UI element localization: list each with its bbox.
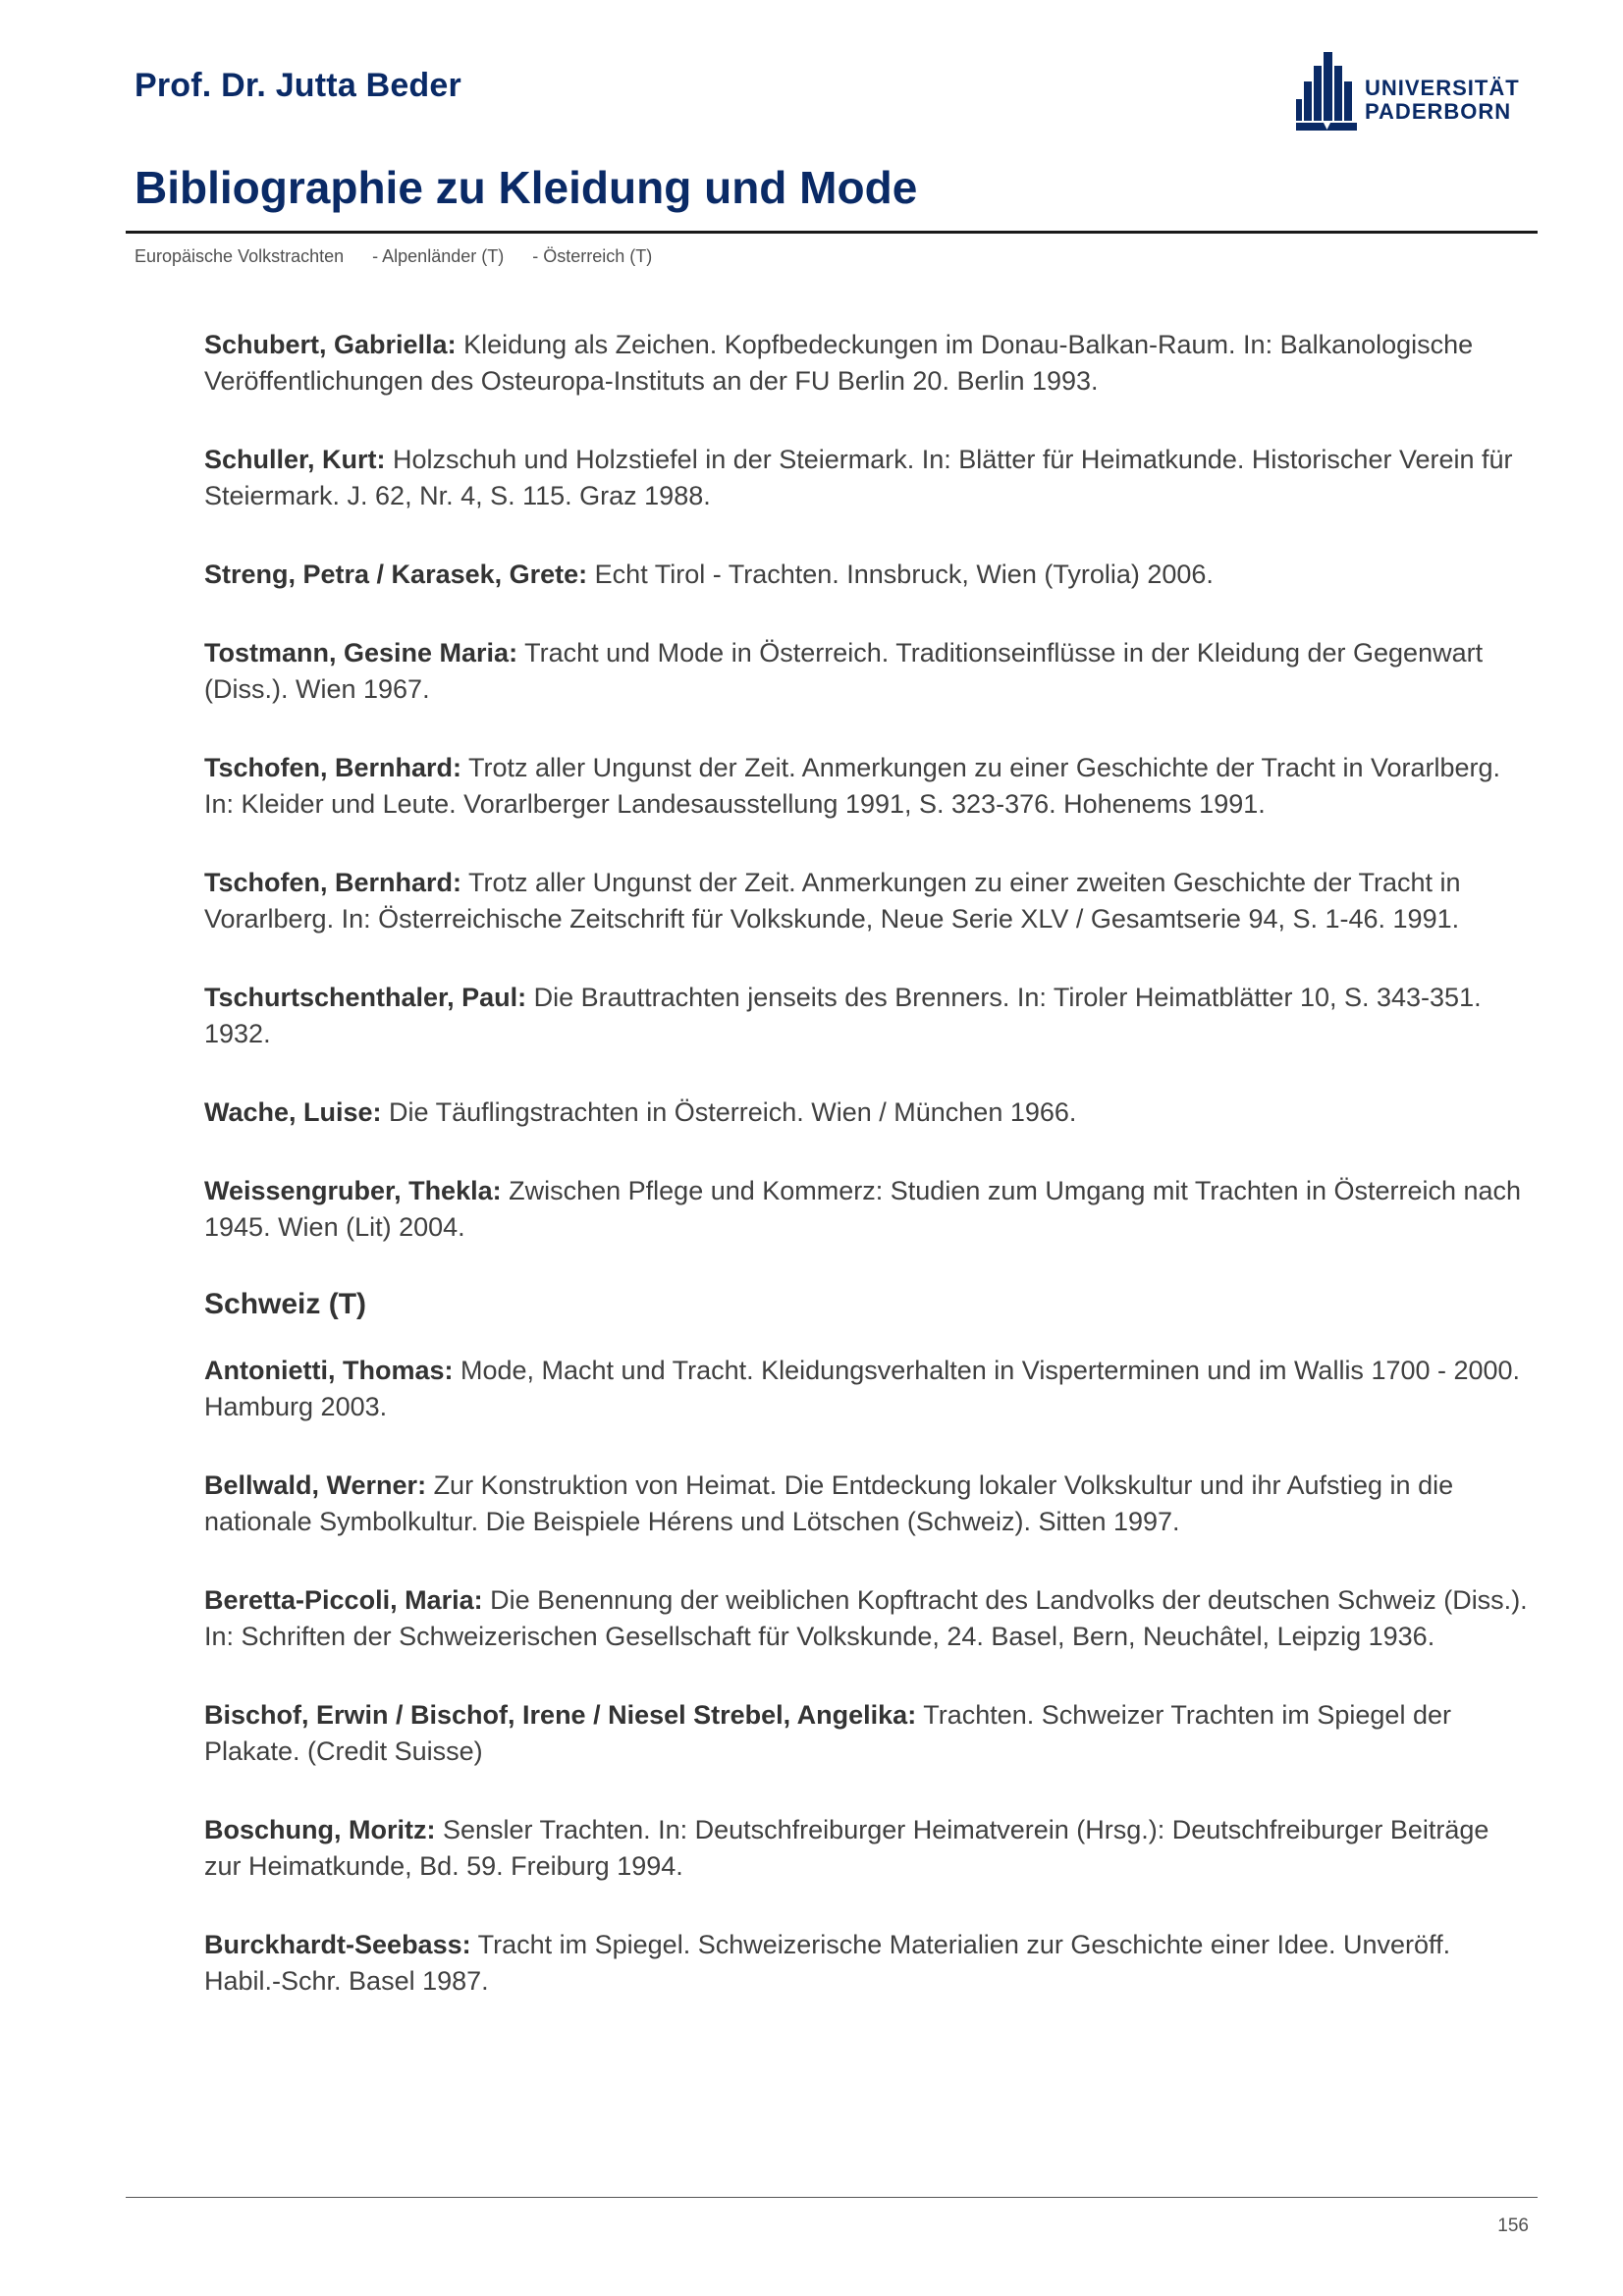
document-title: Bibliographie zu Kleidung und Mode bbox=[135, 162, 918, 213]
entry-author: Burckhardt-Seebass: bbox=[204, 1930, 471, 1959]
bibliography-entry bbox=[204, 1697, 1532, 1770]
entry-text: Trachten. Schweizer Trachten im Spiegel der Plakate. (Credit Suisse) bbox=[204, 1700, 1451, 1766]
entry-text: Kleidung als Zeichen. Kopfbedeckungen im Donau-Balkan-Raum. In: Balkanologische Veröffentlichungen des Osteuropa-Instituts an der FU Berlin 20. Berlin 1993. bbox=[204, 330, 1474, 396]
entry-text: Zur Konstruktion von Heimat. Die Entdeckung lokaler Volkskultur und ihr Aufstieg in die nationale Symbolkultur. Die Beispiele Hérens und Lötschen (Schweiz). Sitten 1997. bbox=[204, 1470, 1454, 1536]
entry-author: Schuller, Kurt: bbox=[204, 445, 386, 474]
entry-author: Streng, Petra / Karasek, Grete: bbox=[204, 560, 588, 589]
breadcrumb-item: Europäische Volkstrachten bbox=[135, 246, 345, 266]
bibliography-entry bbox=[204, 1095, 1532, 1131]
entry-author: Tschofen, Bernhard: bbox=[204, 868, 462, 897]
university-logo bbox=[1294, 52, 1530, 133]
bibliography-entry bbox=[204, 1468, 1532, 1540]
breadcrumb-item: - Österreich (T) bbox=[532, 246, 653, 266]
bibliography-content bbox=[204, 327, 1532, 2042]
bibliography-entry bbox=[204, 1812, 1532, 1885]
entry-text: Die Benennung der weiblichen Kopftracht des Landvolks der deutschen Schweiz (Diss.). In: Schriften der Schweizerischen Gesellschaft für Volkskunde, 24. Basel, Bern, Neuchâtel, Leipzig 1936. bbox=[204, 1585, 1528, 1651]
page-number: 156 bbox=[1497, 2216, 1529, 2236]
logo-line-universitaet: UNIVERSITÄT bbox=[1365, 76, 1520, 100]
entry-text: Tracht und Mode in Österreich. Traditionseinflüsse in der Kleidung der Gegenwart (Diss.). Wien 1967. bbox=[204, 638, 1484, 704]
entry-author: Bellwald, Werner: bbox=[204, 1470, 427, 1500]
entry-author: Tschurtschenthaler, Paul: bbox=[204, 983, 527, 1012]
bibliography-entry bbox=[204, 980, 1532, 1052]
entry-author: Boschung, Moritz: bbox=[204, 1815, 436, 1844]
entry-text: Sensler Trachten. In: Deutschfreiburger Heimatverein (Hrsg.): Deutschfreiburger Beiträge zur Heimatkunde, Bd. 59. Freiburg 1994. bbox=[204, 1815, 1489, 1881]
breadcrumb bbox=[135, 246, 676, 267]
entry-text: Die Brauttrachten jenseits des Brenners. In: Tiroler Heimatblätter 10, S. 343-351. 1932. bbox=[204, 983, 1482, 1048]
bibliography-entry bbox=[204, 1927, 1532, 2000]
university-logo-icon bbox=[1294, 52, 1359, 133]
entry-author: Weissengruber, Thekla: bbox=[204, 1176, 502, 1205]
bibliography-entry bbox=[204, 750, 1532, 823]
entry-author: Tschofen, Bernhard: bbox=[204, 753, 462, 782]
entry-author: Beretta-Piccoli, Maria: bbox=[204, 1585, 483, 1615]
entry-text: Trotz aller Ungunst der Zeit. Anmerkungen zu einer Geschichte der Tracht in Vorarlberg. In: Kleider und Leute. Vorarlberger Landesausstellung 1991, S. 323-376. Hohenems 1991. bbox=[204, 753, 1501, 819]
bibliography-entry bbox=[204, 442, 1532, 514]
breadcrumb-item: - Alpenländer (T) bbox=[372, 246, 505, 266]
bibliography-entry bbox=[204, 557, 1532, 593]
entry-author: Antonietti, Thomas: bbox=[204, 1356, 454, 1385]
bibliography-entry bbox=[204, 327, 1532, 400]
entry-text: Trotz aller Ungunst der Zeit. Anmerkungen zu einer zweiten Geschichte der Tracht in Vorarlberg. In: Österreichische Zeitschrift für Volkskunde, Neue Serie XLV / Gesamtserie 94, S. 1-46. 1991. bbox=[204, 868, 1461, 934]
entry-text: Echt Tirol - Trachten. Innsbruck, Wien (Tyrolia) 2006. bbox=[587, 560, 1214, 589]
bibliography-entry bbox=[204, 1173, 1532, 1246]
entry-text: Mode, Macht und Tracht. Kleidungsverhalten in Visperterminen und im Wallis 1700 - 2000. Hamburg 2003. bbox=[204, 1356, 1521, 1421]
logo-wordmark bbox=[1365, 77, 1520, 124]
author-name: Prof. Dr. Jutta Beder bbox=[135, 67, 461, 104]
bibliography-entry bbox=[204, 1582, 1532, 1655]
section-heading-schweiz: Schweiz (T) bbox=[204, 1288, 367, 1320]
entry-author: Bischof, Erwin / Bischof, Irene / Niesel Strebel, Angelika: bbox=[204, 1700, 917, 1730]
bibliography-entry bbox=[204, 635, 1532, 708]
footer-divider bbox=[126, 2197, 1538, 2198]
entry-author: Tostmann, Gesine Maria: bbox=[204, 638, 518, 667]
entry-text: Die Täuflingstrachten in Österreich. Wien / München 1966. bbox=[381, 1097, 1077, 1127]
bibliography-entry bbox=[204, 865, 1532, 937]
logo-line-paderborn: PADERBORN bbox=[1365, 99, 1512, 124]
entry-text: Tracht im Spiegel. Schweizerische Materialien zur Geschichte einer Idee. Unveröff. Habil.-Schr. Basel 1987. bbox=[204, 1930, 1451, 1996]
entry-text: Zwischen Pflege und Kommerz: Studien zum Umgang mit Trachten in Österreich nach 1945. Wien (Lit) 2004. bbox=[204, 1176, 1522, 1242]
entry-text: Holzschuh und Holzstiefel in der Steiermark. In: Blätter für Heimatkunde. Historischer Verein für Steiermark. J. 62, Nr. 4, S. 115. Graz 1988. bbox=[204, 445, 1513, 510]
bibliography-entry bbox=[204, 1353, 1532, 1425]
header-divider bbox=[126, 231, 1538, 234]
entry-author: Schubert, Gabriella: bbox=[204, 330, 457, 359]
entry-author: Wache, Luise: bbox=[204, 1097, 382, 1127]
